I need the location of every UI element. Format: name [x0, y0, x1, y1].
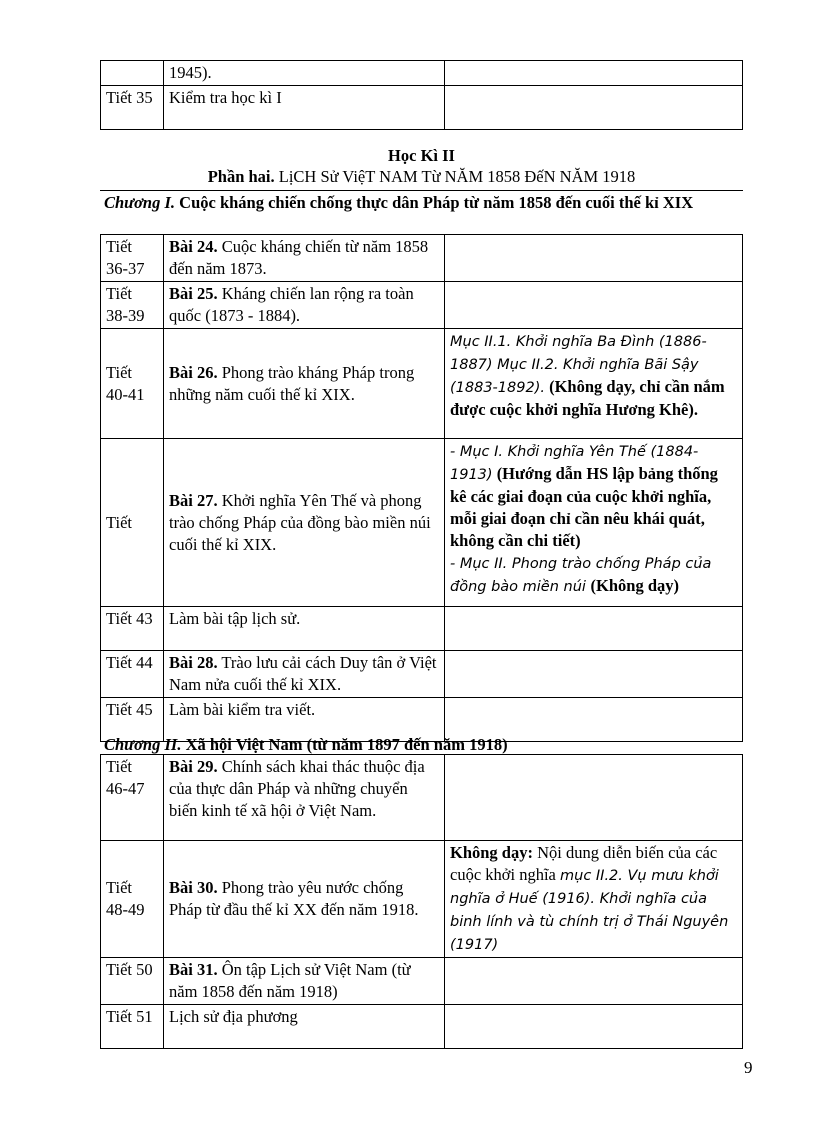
- cell-lesson: [164, 755, 445, 841]
- table-row: [101, 607, 743, 651]
- cell-period: Tiết 48-49: [101, 841, 164, 958]
- cell-lesson: [164, 958, 445, 1005]
- cell-lesson: [164, 282, 445, 329]
- lesson-number: Bài 27.: [169, 490, 218, 510]
- lesson-title: Ôn tập Lịch sử Việt Nam (từ năm 1858 đến năm 1918): [169, 960, 411, 1001]
- lesson-title: Cuộc kháng chiến từ năm 1858 đến năm 1873.: [169, 237, 429, 278]
- divider: [100, 190, 743, 191]
- chapter-1-label: Chương I.: [104, 193, 176, 212]
- cell-note: [445, 329, 743, 439]
- cell-note: [445, 61, 743, 86]
- table-row: [101, 958, 743, 1005]
- cell-note: [445, 958, 743, 1005]
- chapter-1-table: [100, 234, 743, 742]
- lesson-number: Bài 29.: [169, 757, 218, 776]
- table-row: [101, 235, 743, 282]
- cell-period: Tiết 36-37: [101, 235, 164, 282]
- lesson-title: Chính sách khai thác thuộc địa của thực dân Pháp và những chuyển biến kinh tế xã hội ở Việt Nam.: [169, 757, 425, 820]
- table-row: [101, 61, 743, 86]
- cell-note: [445, 755, 743, 841]
- table-row: [101, 651, 743, 698]
- lesson-number: Bài 24.: [169, 237, 218, 256]
- cell-lesson: [164, 439, 445, 607]
- cell-note: [445, 607, 743, 651]
- cell-note: [445, 235, 743, 282]
- note-bold: (Hướng dẫn HS lập bảng thống kê các giai đoạn của cuộc khởi nghĩa, mỗi giai đoạn chỉ cần nêu khái quát, không cần chi tiết): [450, 464, 718, 550]
- chapter-2-title: Xã hội Việt Nam (từ năm 1897 đến năm 1918): [181, 735, 508, 754]
- note-plain: Nội dung diễn biến của các cuộc khởi nghĩa: [450, 843, 718, 884]
- cell-lesson: [164, 841, 445, 958]
- cell-period: Tiết 51: [101, 1005, 164, 1049]
- note-bold: (Không dạy): [590, 576, 680, 595]
- table-row: [101, 439, 743, 607]
- cell-period: Tiết 50: [101, 958, 164, 1005]
- top-table: [100, 60, 743, 130]
- table-row: [101, 1005, 743, 1049]
- lesson-title: Kháng chiến lan rộng ra toàn quốc (1873 - 1884).: [169, 284, 414, 325]
- table-row: [101, 86, 743, 130]
- chapter-2-table: [100, 754, 743, 1049]
- lesson-number: Bài 25.: [169, 284, 218, 303]
- cell-period: Tiết 38-39: [101, 282, 164, 329]
- chapter-2-heading: [104, 735, 744, 755]
- note-italic: Mục II.1. Khởi nghĩa Ba Đình (1886-1887) Mục II.2. Khởi nghĩa Bãi Sậy (1883-1892).: [450, 334, 707, 396]
- cell-lesson: 1945).: [164, 61, 445, 86]
- cell-lesson: Làm bài tập lịch sử.: [164, 607, 445, 651]
- note-italic: mục II.2. Vụ mưu khởi nghĩa ở Huế (1916). Khởi nghĩa của binh lính và tù chính trị ở Thái Nguyên (1917): [450, 868, 729, 953]
- cell-lesson: [164, 235, 445, 282]
- note-italic: - Mục II. Phong trào chống Pháp của đồng bào miền núi: [450, 556, 712, 595]
- chapter-1-heading: [104, 193, 744, 213]
- table-row: [101, 329, 743, 439]
- cell-period: Tiết: [101, 439, 164, 607]
- table-row: [101, 755, 743, 841]
- cell-note: [445, 86, 743, 130]
- cell-period: Tiết 45: [101, 698, 164, 742]
- cell-period: Tiết 46-47: [101, 755, 164, 841]
- cell-period: [101, 61, 164, 86]
- semester-heading: Học Kì II: [388, 146, 455, 165]
- cell-lesson: Kiểm tra học kì I: [164, 86, 445, 130]
- note-bold: Không dạy:: [450, 843, 533, 862]
- part-heading: [100, 166, 743, 188]
- cell-lesson: Lịch sử địa phương: [164, 1005, 445, 1049]
- cell-period: Tiết 40-41: [101, 329, 164, 439]
- cell-note: [445, 439, 743, 607]
- lesson-title: Phong trào yêu nước chống Pháp từ đầu thế kỉ XX đến năm 1918.: [169, 878, 419, 919]
- cell-note: [445, 651, 743, 698]
- lesson-title: Trào lưu cải cách Duy tân ở Việt Nam nửa cuối thế kỉ XIX.: [169, 653, 437, 694]
- chapter-2-label: Chương II.: [104, 735, 182, 754]
- lesson-number: Bài 31.: [169, 960, 218, 979]
- cell-period: Tiết 44: [101, 651, 164, 698]
- cell-note: [445, 1005, 743, 1049]
- lesson-title: Phong trào kháng Pháp trong những năm cuối thế kỉ XIX.: [169, 362, 415, 404]
- lesson-title: Khởi nghĩa Yên Thế và phong trào chống Pháp của đồng bào miền núi cuối thế kỉ XIX.: [169, 490, 431, 554]
- page-number: 9: [744, 1058, 753, 1077]
- chapter-1-title: Cuộc kháng chiến chống thực dân Pháp từ năm 1858 đến cuối thế kỉ XIX: [175, 193, 694, 212]
- cell-note: [445, 282, 743, 329]
- cell-lesson: [164, 329, 445, 439]
- part-title: LịCH Sử ViệT NAM Từ NĂM 1858 ĐếN NĂM 1918: [274, 167, 636, 186]
- part-label: Phần hai.: [207, 167, 275, 186]
- lesson-number: Bài 30.: [169, 878, 218, 897]
- note-italic: - Mục I. Khởi nghĩa Yên Thế (1884-1913): [450, 444, 699, 483]
- cell-period: Tiết 35: [101, 86, 164, 130]
- note-bold: (Không dạy, chỉ cần nắm được cuộc khởi nghĩa Hương Khê).: [450, 377, 725, 419]
- cell-lesson: [164, 651, 445, 698]
- cell-lesson: Làm bài kiểm tra viết.: [164, 698, 445, 742]
- cell-note: [445, 841, 743, 958]
- table-row: [101, 282, 743, 329]
- table-row: [101, 841, 743, 958]
- cell-period: Tiết 43: [101, 607, 164, 651]
- lesson-number: Bài 28.: [169, 653, 218, 672]
- lesson-number: Bài 26.: [169, 362, 218, 382]
